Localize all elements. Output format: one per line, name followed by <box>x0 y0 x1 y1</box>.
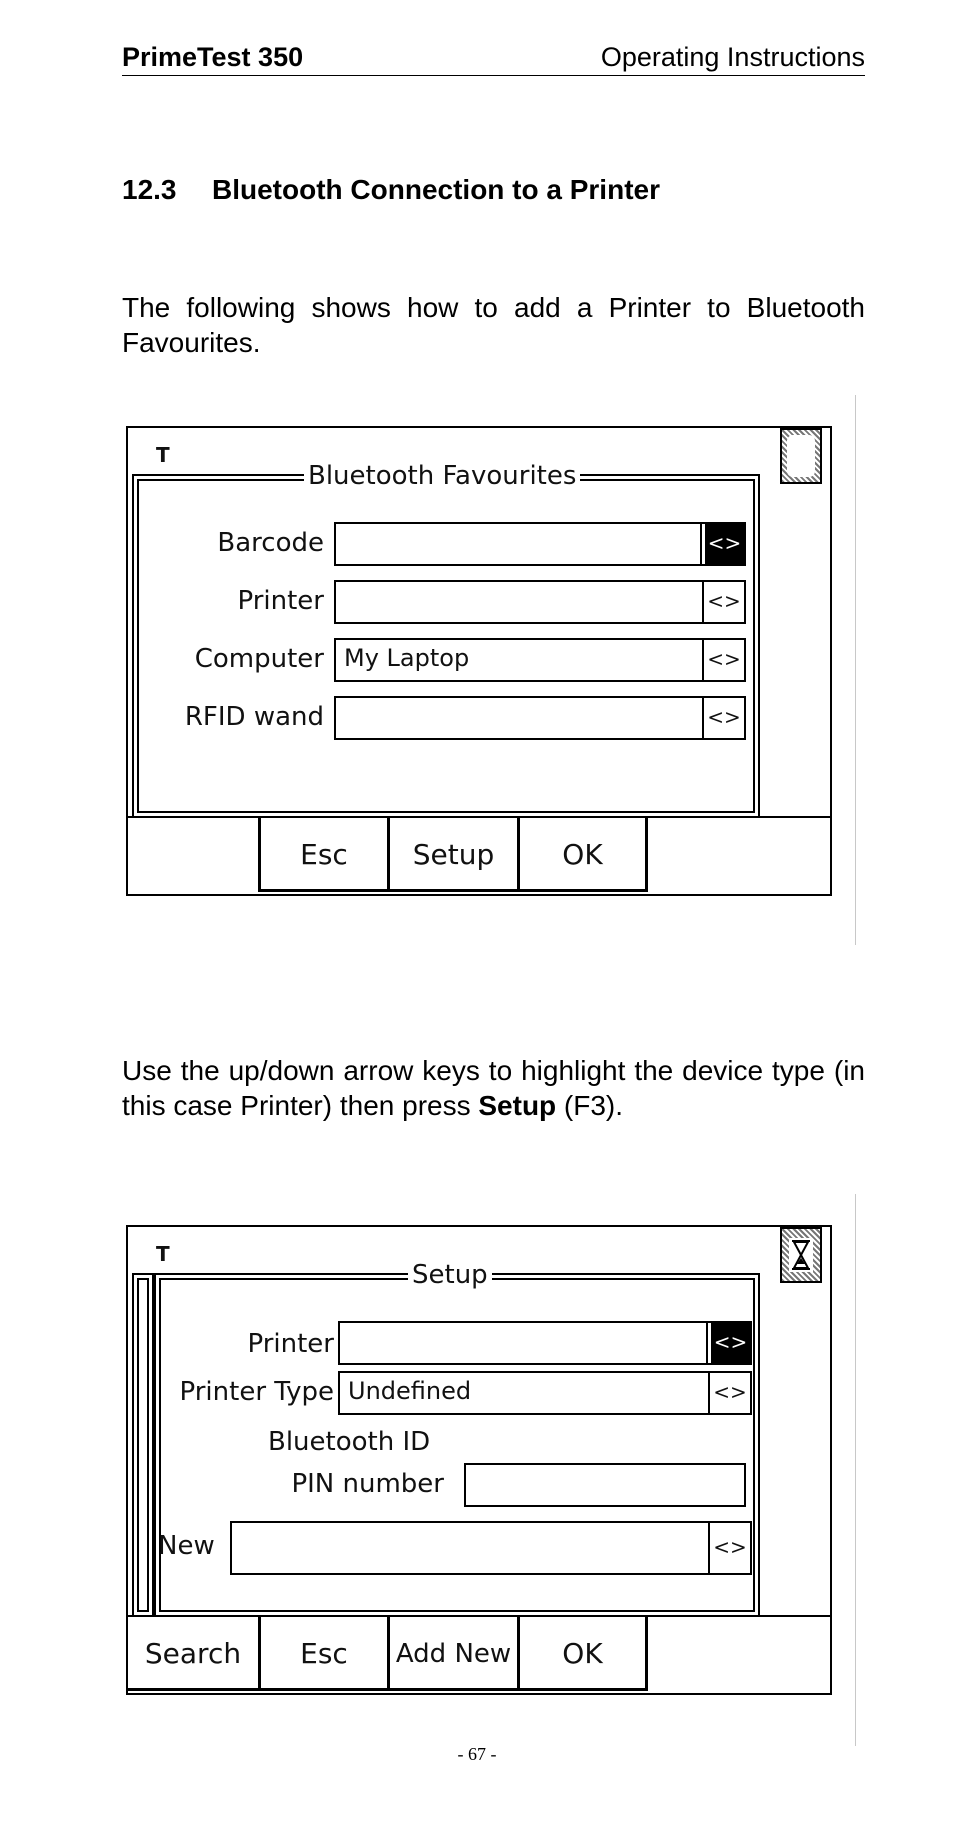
printer-label: Printer <box>237 586 324 616</box>
hourglass-glyph <box>789 1238 813 1272</box>
computer-selector[interactable]: <> <box>702 640 744 680</box>
section-heading <box>122 174 660 206</box>
new-field[interactable] <box>230 1521 752 1575</box>
margin-line-2 <box>855 1194 856 1746</box>
ok-button[interactable]: OK <box>517 1617 648 1691</box>
section-title: Bluetooth Connection to a Printer <box>212 174 660 205</box>
setup-keyword: Setup <box>478 1090 557 1121</box>
rfid-wand-label: RFID wand <box>184 702 324 732</box>
printer-selector[interactable]: <> <box>708 1323 750 1363</box>
pin-number-input[interactable] <box>464 1463 746 1507</box>
computer-value: My Laptop <box>344 644 470 672</box>
intro-paragraph: The following shows how to add a Printer to Bluetooth Favourites. <box>122 292 865 358</box>
setup-screen <box>126 1225 832 1695</box>
document-title: PrimeTest 350 <box>122 42 304 72</box>
rfid-wand-selector[interactable]: <> <box>702 698 744 738</box>
softkey-bar <box>128 1615 830 1693</box>
setup-button[interactable]: Setup <box>387 818 520 892</box>
document-subtitle: Operating Instructions <box>600 42 865 72</box>
search-button[interactable]: Search <box>128 1617 261 1691</box>
status-icon <box>780 428 822 484</box>
new-label: New <box>158 1531 215 1561</box>
favourites-title: Bluetooth Favourites <box>304 462 580 490</box>
page-number: - 67 - <box>457 1744 497 1764</box>
barcode-selector[interactable]: <> <box>702 524 744 564</box>
computer-field[interactable] <box>334 638 746 682</box>
ok-button[interactable]: OK <box>517 818 648 892</box>
instruction-paragraph: Use the up/down arrow keys to highlight the device type (in this case Printer) then press Setup (F3). <box>122 1055 865 1121</box>
barcode-field[interactable] <box>334 522 746 566</box>
printer-type-field[interactable] <box>338 1371 752 1415</box>
margin-line <box>855 395 856 945</box>
section-number: 12.3 <box>122 174 177 205</box>
softkey-f1[interactable] <box>128 818 258 892</box>
t-icon: T <box>156 443 170 467</box>
computer-label: Computer <box>194 644 324 674</box>
printer-type-label: Printer Type <box>179 1377 334 1407</box>
add-new-button[interactable]: Add New <box>387 1617 520 1691</box>
esc-button[interactable]: Esc <box>258 818 390 892</box>
printer-selector[interactable]: <> <box>702 582 744 622</box>
pin-number-label: PIN number <box>291 1469 444 1499</box>
barcode-label: Barcode <box>217 528 324 558</box>
esc-button[interactable]: Esc <box>258 1617 390 1691</box>
header-rule <box>122 75 865 76</box>
softkey-f5[interactable] <box>648 1617 826 1691</box>
rfid-wand-field[interactable] <box>334 696 746 740</box>
bluetooth-favourites-screen <box>126 426 832 896</box>
printer-field[interactable] <box>334 580 746 624</box>
softkey-bar <box>128 816 830 894</box>
hourglass-icon <box>780 1227 822 1283</box>
bluetooth-id-label: Bluetooth ID <box>268 1427 431 1457</box>
setup-title: Setup <box>408 1261 492 1289</box>
printer-type-selector[interactable]: <> <box>708 1373 750 1413</box>
t-icon: T <box>156 1242 170 1266</box>
printer-type-value: Undefined <box>348 1377 472 1405</box>
new-selector[interactable]: <> <box>708 1523 750 1573</box>
printer-label: Printer <box>247 1329 334 1359</box>
printer-field[interactable] <box>338 1321 752 1365</box>
softkey-f5[interactable] <box>648 818 826 892</box>
scroll-bar[interactable] <box>132 1273 154 1617</box>
